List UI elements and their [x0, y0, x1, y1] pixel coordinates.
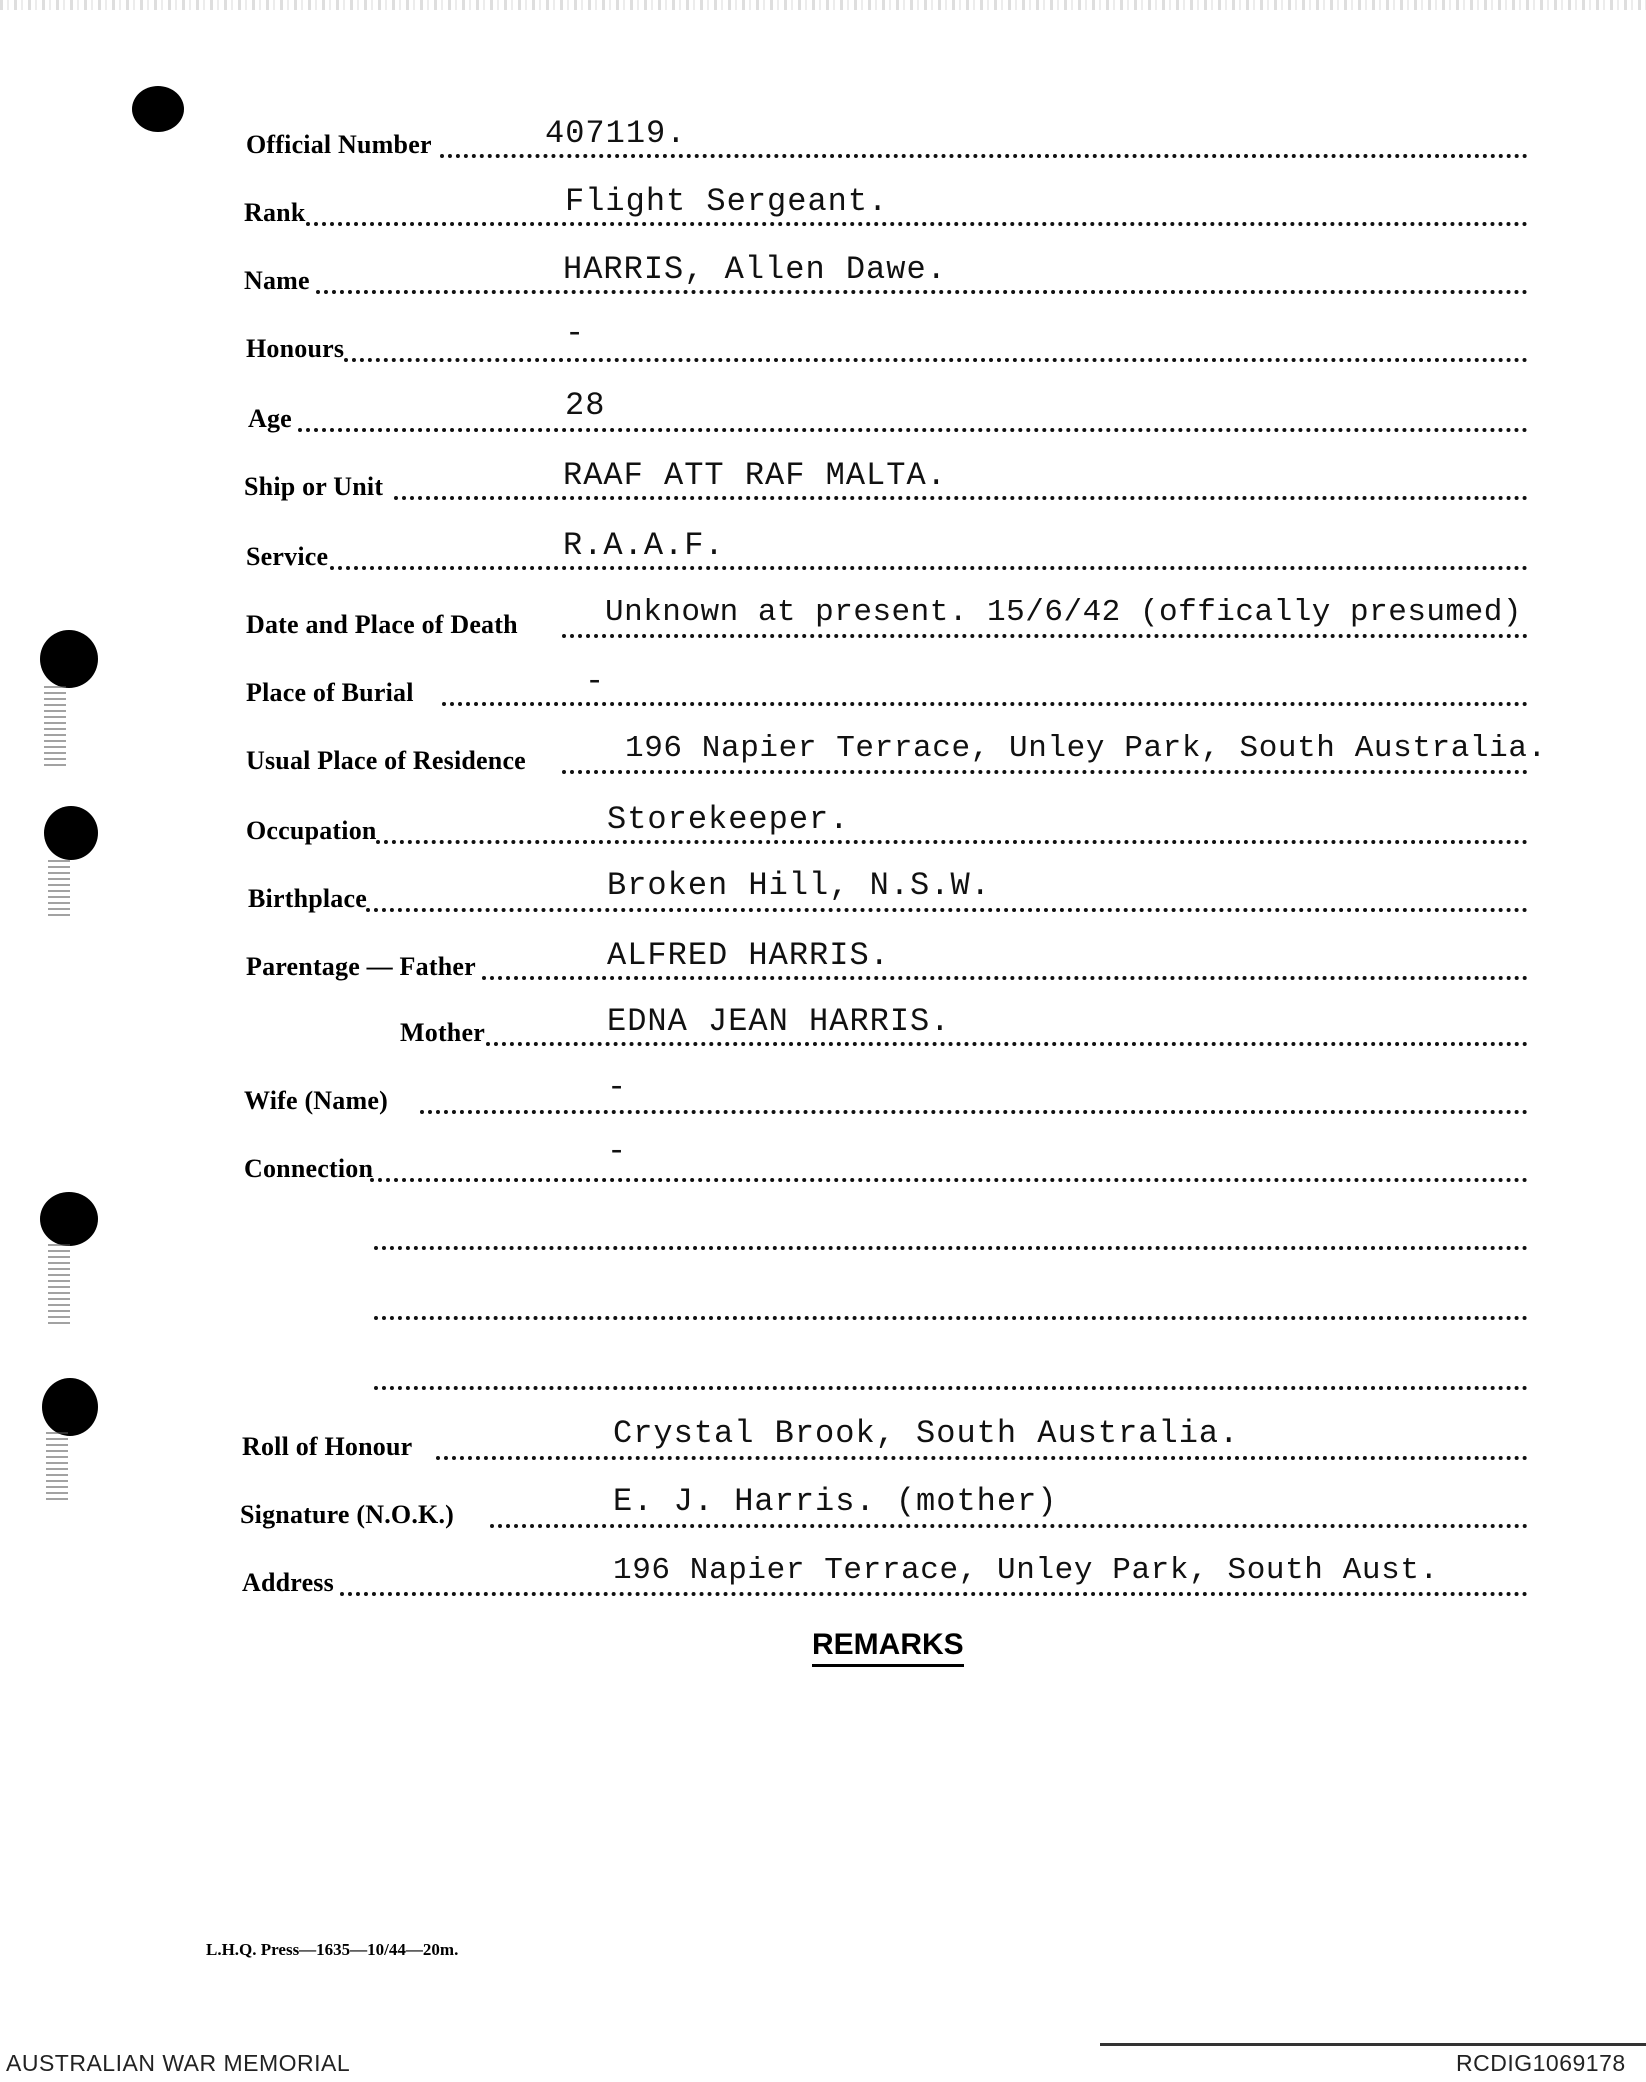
field-occupation [0, 801, 1646, 854]
dotted-line [374, 1386, 1528, 1390]
field-label: Honours [246, 334, 345, 363]
scan-bottom-edge [1100, 2043, 1646, 2046]
field-wife-name [0, 1069, 1646, 1124]
dotted-line [436, 1456, 1528, 1460]
blank-line [0, 1350, 1646, 1400]
field-value: R.A.A.F. [563, 527, 725, 564]
field-label: Rank [244, 198, 306, 227]
field-age [0, 387, 1646, 442]
field-value: Unknown at present. 15/6/42 (offically presumed) [605, 595, 1522, 630]
field-rank [0, 183, 1646, 236]
field-value: - [607, 1069, 628, 1106]
dotted-line [306, 222, 1528, 226]
field-ship-or-unit [0, 457, 1646, 510]
field-date-place-of-death [0, 595, 1646, 648]
field-label: Wife (Name) [244, 1086, 388, 1115]
field-value: 196 Napier Terrace, Unley Park, South Aust. [613, 1553, 1439, 1588]
dotted-line [376, 840, 1528, 844]
blank-line [0, 1210, 1646, 1260]
dotted-line [374, 1246, 1528, 1250]
field-connection [0, 1133, 1646, 1192]
dotted-line [394, 496, 1528, 500]
field-label: Date and Place of Death [246, 610, 518, 639]
field-parentage-father [0, 937, 1646, 990]
field-label: Official Number [246, 130, 432, 159]
field-label: Roll of Honour [242, 1432, 413, 1461]
field-address [0, 1553, 1646, 1606]
field-value: Crystal Brook, South Australia. [613, 1415, 1240, 1452]
dotted-line [316, 290, 1528, 294]
field-value: - [565, 315, 586, 352]
field-label: Parentage — Father [246, 952, 476, 981]
dotted-line [420, 1110, 1528, 1114]
field-roll-of-honour [0, 1415, 1646, 1470]
scan-top-edge [0, 0, 1646, 10]
dotted-line [298, 428, 1528, 432]
field-value: HARRIS, Allen Dawe. [563, 251, 947, 288]
footer-archive-name: AUSTRALIAN WAR MEMORIAL [6, 2050, 351, 2076]
field-label: Mother [400, 1018, 485, 1047]
dotted-line [490, 1524, 1528, 1528]
dotted-line [330, 566, 1528, 570]
field-value: Storekeeper. [607, 801, 850, 838]
field-label: Place of Burial [246, 678, 414, 707]
field-label: Address [242, 1568, 334, 1597]
field-value: Flight Sergeant. [565, 183, 889, 220]
press-mark: L.H.Q. Press—1635—10/44—20m. [206, 1940, 459, 1959]
footer-record-id: RCDIG1069178 [1456, 2050, 1626, 2076]
dotted-line [486, 1042, 1528, 1046]
field-value: 28 [565, 387, 606, 424]
field-value: EDNA JEAN HARRIS. [607, 1003, 951, 1040]
field-official-number [0, 115, 1646, 168]
dotted-line [340, 1592, 1528, 1596]
field-value: E. J. Harris. (mother) [613, 1483, 1058, 1520]
field-label: Signature (N.O.K.) [240, 1500, 455, 1529]
dotted-line [442, 702, 1528, 706]
field-label: Usual Place of Residence [246, 746, 526, 775]
field-value: 407119. [545, 115, 687, 152]
field-value: Broken Hill, N.S.W. [607, 867, 991, 904]
dotted-line [562, 634, 1528, 638]
field-mother [0, 1003, 1646, 1056]
dotted-line [370, 1178, 1528, 1182]
field-value: - [607, 1133, 628, 1170]
field-value: RAAF ATT RAF MALTA. [563, 457, 947, 494]
field-label: Age [248, 404, 292, 433]
field-label: Service [246, 542, 329, 571]
field-signature-nok [0, 1483, 1646, 1538]
dotted-line [482, 976, 1528, 980]
dotted-line [344, 358, 1528, 362]
field-birthplace [0, 867, 1646, 922]
field-value: 196 Napier Terrace, Unley Park, South Australia. [625, 731, 1547, 766]
blank-line [0, 1280, 1646, 1330]
dotted-line [374, 1316, 1528, 1320]
field-label: Birthplace [248, 884, 367, 913]
field-label: Connection [244, 1154, 374, 1183]
dotted-line [562, 770, 1528, 774]
field-name [0, 251, 1646, 304]
dotted-line [440, 154, 1528, 158]
dotted-line [366, 908, 1528, 912]
field-place-of-burial [0, 663, 1646, 716]
field-value: - [585, 663, 606, 700]
field-label: Occupation [246, 816, 377, 845]
field-label: Name [244, 266, 310, 295]
field-honours [0, 315, 1646, 372]
field-usual-place-of-residence [0, 731, 1646, 784]
field-service [0, 527, 1646, 580]
remarks-heading: REMARKS [812, 1628, 964, 1667]
field-value: ALFRED HARRIS. [607, 937, 890, 974]
field-label: Ship or Unit [244, 472, 384, 501]
